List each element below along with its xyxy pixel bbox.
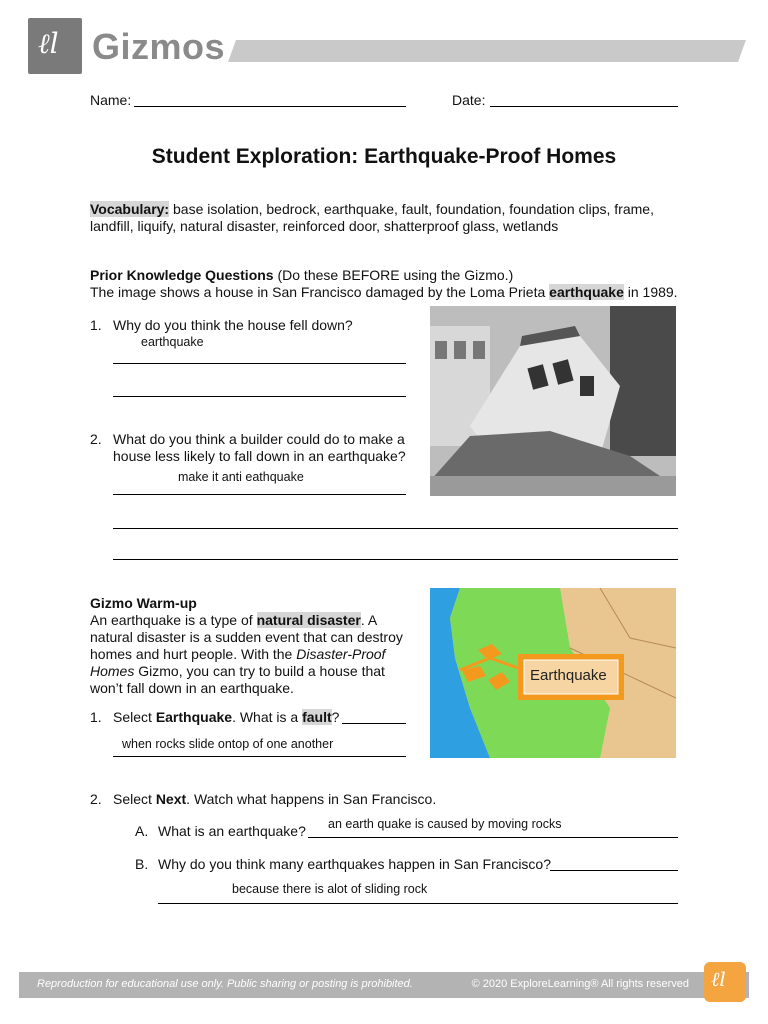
q2-line-2	[113, 528, 678, 529]
q2-number: 2.	[90, 431, 102, 447]
warmup-heading: Gizmo Warm-up	[90, 595, 197, 611]
prior-intro-end: in 1989.	[623, 284, 678, 300]
q1-line-2	[113, 396, 406, 397]
w2-b: Next	[155, 791, 187, 807]
footer-logo-glyph: ℓl	[711, 967, 726, 991]
name-field[interactable]	[134, 106, 406, 107]
wB-text: Why do you think many earthquakes happen in San Francisco?	[158, 856, 552, 872]
w1-text	[113, 709, 339, 726]
wB-number: B.	[135, 856, 149, 872]
earthquake-map	[430, 588, 676, 758]
logo-glyph: ℓl	[38, 27, 59, 60]
wB-short-line	[550, 870, 678, 871]
prior-note: (Do these BEFORE using the Gizmo.)	[273, 267, 514, 283]
wA-number: A.	[135, 823, 149, 839]
prior-intro: The image shows a house in San Francisco damaged by the Loma Prieta	[90, 284, 550, 300]
wB-answer[interactable]: because there is alot of sliding rock	[232, 882, 428, 896]
q2-answer[interactable]: make it anti eathquake	[178, 470, 304, 484]
footer-copyright: © 2020 ExploreLearning® All rights reserved	[471, 978, 689, 990]
q1-text: Why do you think the house fell down?	[113, 317, 353, 333]
name-label: Name:	[90, 92, 132, 108]
brand-name: Gizmos	[92, 26, 226, 67]
damaged-house-photo	[430, 306, 676, 496]
w2-a: Select	[113, 791, 156, 807]
q2-line-3	[113, 559, 678, 560]
w1-number: 1.	[90, 709, 102, 725]
vocabulary-text: base isolation, bedrock, earthquake, fault, foundation, foundation clips, frame, landfill, liquify, natural disaster, reinforced door, shatterproof glass, wetlands	[90, 201, 654, 234]
w1-short-line	[342, 723, 406, 724]
q2-line-1	[113, 494, 406, 495]
gizmos-logo	[28, 18, 82, 74]
wA-answer[interactable]: an earth quake is caused by moving rocks	[328, 817, 562, 831]
q2-line-b: house less likely to fall down in an earthquake?	[113, 448, 406, 464]
vocabulary	[90, 201, 680, 235]
w1-e: ?	[331, 709, 340, 725]
w1-b: Earthquake	[155, 709, 233, 725]
warmup-gizmo-name: Disaster-Proof Homes	[90, 646, 386, 679]
header-bar	[228, 40, 746, 62]
w1-d: fault	[302, 709, 332, 725]
w1-line	[113, 756, 406, 757]
footer-disclaimer: Reproduction for educational use only. Public sharing or posting is prohibited.	[37, 978, 413, 990]
w1-c: . What is a	[232, 709, 303, 725]
q1-answer[interactable]: earthquake	[141, 335, 204, 349]
q2-line-a: What do you think a builder could do to make a	[113, 431, 405, 447]
warmup-text-1: An earthquake is a type of	[90, 612, 257, 628]
prior-heading: Prior Knowledge Questions	[90, 267, 274, 283]
map-label: Earthquake	[530, 667, 607, 684]
q2-text	[113, 431, 406, 465]
w2-number: 2.	[90, 791, 102, 807]
w1-answer[interactable]: when rocks slide ontop of one another	[122, 737, 334, 751]
w2-c: . Watch what happens in San Francisco.	[186, 791, 437, 807]
warmup-section	[90, 595, 410, 697]
wA-line	[308, 837, 678, 838]
w1-a: Select	[113, 709, 156, 725]
warmup-text-3: Gizmo, you can try to build a house that won’t fall down in an earthquake.	[90, 663, 385, 696]
footer-bar	[19, 972, 749, 998]
warmup-text-2: . A natural disaster is a sudden event that can destroy homes and hurt people. With the	[90, 612, 403, 662]
vocabulary-label: Vocabulary:	[90, 201, 170, 217]
q1-line-1	[113, 363, 406, 364]
page-title: Student Exploration: Earthquake-Proof Homes	[151, 145, 617, 168]
wB-line	[158, 903, 678, 904]
date-label: Date:	[452, 92, 486, 108]
date-field[interactable]	[490, 106, 678, 107]
wA-text: What is an earthquake?	[158, 823, 306, 839]
warmup-term: natural disaster	[256, 612, 361, 628]
w2-text	[113, 791, 436, 808]
explorelearning-logo	[704, 962, 746, 1002]
prior-term: earthquake	[549, 284, 624, 300]
q1-number: 1.	[90, 317, 102, 333]
prior-knowledge	[90, 267, 690, 301]
